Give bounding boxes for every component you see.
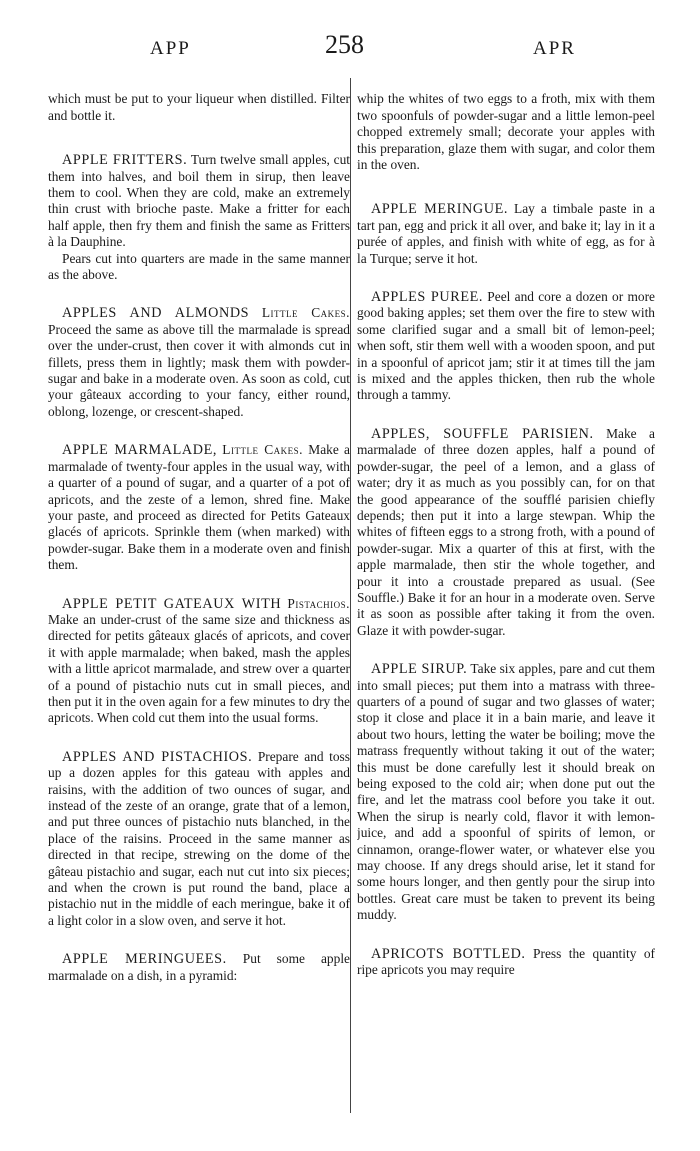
- recipe-entry: [357, 289, 655, 404]
- recipe-subheading: Little Cakes.: [261, 305, 350, 321]
- recipe-text: Proceed the same as above till the marmalade is spread over the under-crust, then cover it with almonds cut in fillets, press them in lightly; mask them with powder-sugar and bake in a moderate oven. As soon as cold, cut your gâteaux according to your fancy, either round, oblong, lozenge, or crescent-shaped.: [48, 321, 350, 419]
- recipe-heading: APPLES, SOUFFLE PARISIEN.: [371, 425, 594, 442]
- recipe-entry: [48, 951, 350, 984]
- recipe-entry: [48, 596, 350, 727]
- recipe-entry: [48, 152, 350, 283]
- recipe-entry: [357, 946, 655, 979]
- column-divider: [350, 78, 351, 1113]
- recipe-text: Take six apples, pare and cut them into small pieces; put them into a matrass with three-quarters of a pound of sugar and two glasses of water; stop it close and place it in a bain marie, and leave it about two hours, letting the water be boiling; move the matrass frequently without taking it out of the water; this must be done carefully lest it should break on being exposed to the cold air; when done put out the fire, and let the matrass cool before you take it out. When the sirup is nearly cold, flavor it with lemon-juice, and add a spoonful of spirits of lemon, or cinnamon, orange-flower water, or whatever else you may choose. If any dregs should arise, let it stand for some hours longer, and then gently pour the sirup into bottles. Great care must be taken to prevent its being muddy.: [357, 661, 655, 923]
- recipe-heading: APPLE MARMALADE,: [62, 442, 217, 459]
- recipe-entry: [357, 201, 655, 267]
- right-column: [357, 78, 655, 1118]
- recipe-entry: [48, 305, 350, 420]
- recipe-subheading: Pistachios.: [287, 595, 350, 611]
- running-head-left: APP: [150, 38, 191, 59]
- recipe-entry: [48, 749, 350, 929]
- recipe-heading: APRICOTS BOTTLED.: [371, 945, 526, 962]
- continuation-text: whip the whites of two eggs to a froth, mix with them two spoonfuls of powder-sugar and a little lemon-peel chopped extremely small; decorate your apples with this preparation, glaze them with sugar, and color them in the oven.: [357, 91, 655, 173]
- recipe-text: Turn twelve small apples, cut them into halves, and boil them in sirup, then leave them to cool. When they are cold, make an extremely thin crust with brioche paste. Make a fritter for each half apple, then fry them and finish the same as Fritters à la Dauphine.: [48, 152, 350, 250]
- page-header: [0, 30, 700, 70]
- recipe-heading: APPLES PUREE.: [371, 289, 484, 306]
- recipe-subheading: Little Cakes.: [222, 442, 304, 458]
- recipe-text: Pears cut into quarters are made in the same manner as the above.: [48, 250, 350, 283]
- running-head-right: APR: [533, 38, 576, 59]
- recipe-text: Press the quantity of ripe apricots you may require: [357, 945, 655, 978]
- recipe-heading: APPLES AND ALMONDS: [62, 305, 250, 322]
- continuation-text: which must be put to your liqueur when distilled. Filter and bottle it.: [48, 91, 350, 123]
- recipe-heading: APPLE PETIT GATEAUX WITH: [62, 595, 282, 612]
- recipe-entry: [48, 442, 350, 573]
- recipe-entry: [357, 661, 655, 924]
- recipe-text: Peel and core a dozen or more good baking apples; set them over the fire to stew with some clarified sugar and a small bit of lemon-peel; when soft, stir them well with a wooden spoon, and put in a spoonful of apricot jam; stir it at times till the jam is mixed and the apples thicken, then rub the whole through a tammy.: [357, 289, 655, 403]
- recipe-heading: APPLE MERINGUE.: [371, 201, 509, 218]
- recipe-heading: APPLES AND PISTACHIOS.: [62, 748, 253, 765]
- recipe-heading: APPLE MERINGUEES.: [62, 951, 227, 968]
- recipe-text: Lay a timbale paste in a tart pan, egg and prick it all over, and bake it; lay in it a purée of apples, and finish with white of egg, as for à la Turque; serve it hot.: [357, 201, 655, 266]
- page-number: 258: [325, 30, 364, 59]
- recipe-text: Put some apple marmalade on a dish, in a pyramid:: [48, 951, 350, 983]
- recipe-text: Make an under-crust of the same size and thickness as directed for petits gâteaux glacés of apricots, and cover it with apple marmalade; when baked, mash the apples with a little apricot marmalade, and strew over a quarter of a pound of pistachio nuts cut in small pieces, and then put it in the oven again for a few minutes to dry the apricots. When cold cut them into the usual forms.: [48, 611, 350, 726]
- recipe-text: Make a marmalade of twenty-four apples in the usual way, with a quarter of a pound of sugar, and a quarter of a pot of apricots, and the zeste of a lemon, shred fine. Make your paste, and proceed as directed for Petits Gateaux glacés of apricots. Sprinkle them (when marked) with powder-sugar. Bake them in a moderate oven and finish them.: [48, 442, 350, 573]
- recipe-heading: APPLE SIRUP.: [371, 661, 468, 678]
- recipe-text: Prepare and toss up a dozen apples for this gateau with apples and raisins, with the addition of two ounces of sugar, and instead of the zeste of an orange, grate that of a lemon, and put three ounces of pistachio nuts blanched, in the place of the raisins. Proceed in the same manner as directed in that recipe, strewing on the dome of the gâteau pistachio and sugar, each nut cut into six pieces; and when the crown is put round the band, place a pistachio nut in the middle of each meringue, bake it of a light color in a slow oven, and serve it hot.: [48, 748, 350, 928]
- recipe-entry: [357, 426, 655, 639]
- left-column: [48, 78, 350, 1118]
- recipe-heading: APPLE FRITTERS.: [62, 152, 188, 169]
- recipe-text: Make a marmalade of three dozen apples, half a pound of powder-sugar, the peel of a lemon, and a glass of water; dry it as much as you possibly can, for on that the good appearance of the soufflé parisien chiefly depends; then put it into a large stewpan. Whip the whites of fifteen eggs to a strong froth, with a pound of powder-sugar. Mix a quarter of this at first, with the apple marmalade, then stir the whole together, and pour it into a croustade prepared as usual. (See Souffle.) Bake it for an hour in a moderate oven. Serve it as soon as possible after taking it from the oven. Glaze it with powder-sugar.: [357, 425, 655, 638]
